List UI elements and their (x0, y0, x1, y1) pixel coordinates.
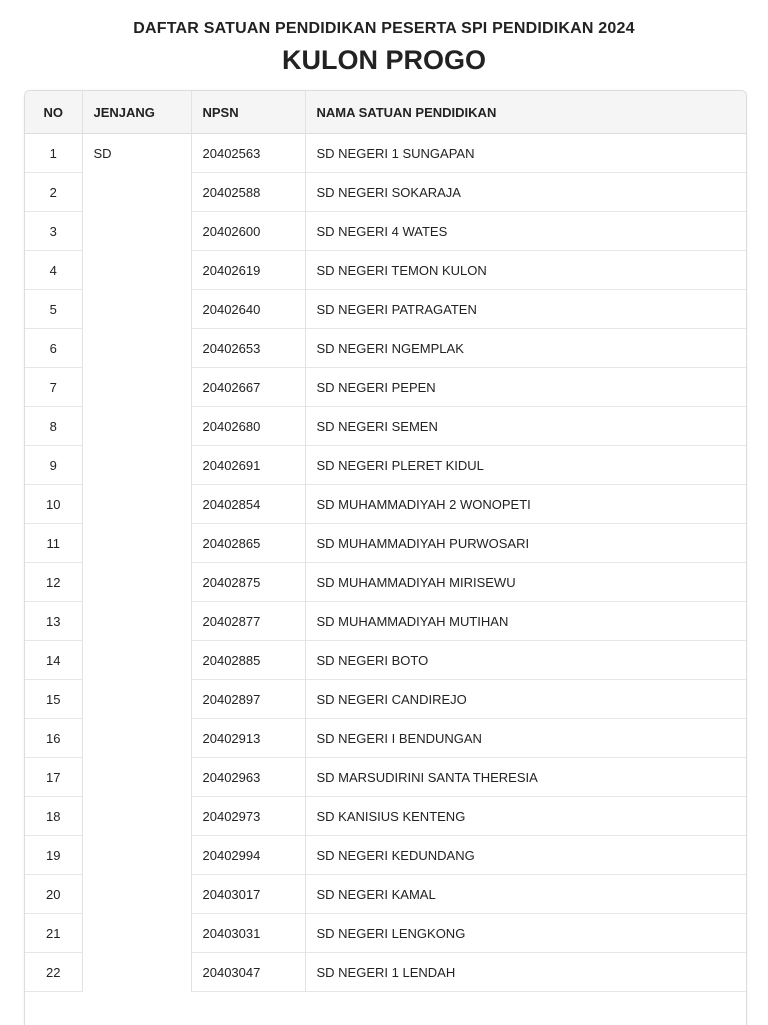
cell-npsn: 20402913 (191, 719, 305, 758)
cell-npsn: 20402680 (191, 407, 305, 446)
cell-npsn: 20402653 (191, 329, 305, 368)
cell-nama: SD MUHAMMADIYAH MIRISEWU (305, 563, 746, 602)
cell-nama: SD NEGERI KAMAL (305, 875, 746, 914)
table-header (25, 91, 746, 134)
cell-nama: SD NEGERI NGEMPLAK (305, 329, 746, 368)
cell-npsn: 20402897 (191, 680, 305, 719)
cell-nama: SD NEGERI LENGKONG (305, 914, 746, 953)
cell-no: 11 (25, 524, 82, 563)
document-header (0, 0, 768, 75)
cell-npsn: 20402973 (191, 797, 305, 836)
cell-npsn: 20403017 (191, 875, 305, 914)
document-subtitle: DAFTAR SATUAN PENDIDIKAN PESERTA SPI PENDIDIKAN 2024 (133, 20, 635, 37)
cell-npsn: 20402994 (191, 836, 305, 875)
cell-no: 15 (25, 680, 82, 719)
cell-nama: SD NEGERI 1 SUNGAPAN (305, 134, 746, 173)
cell-nama: SD NEGERI PATRAGATEN (305, 290, 746, 329)
cell-npsn: 20402877 (191, 602, 305, 641)
cell-no: 2 (25, 173, 82, 212)
cell-npsn: 20402563 (191, 134, 305, 173)
cell-nama: SD NEGERI KEDUNDANG (305, 836, 746, 875)
cell-no: 19 (25, 836, 82, 875)
cell-npsn: 20402588 (191, 173, 305, 212)
cell-nama: SD NEGERI BOTO (305, 641, 746, 680)
table-row (25, 134, 746, 173)
cell-no: 10 (25, 485, 82, 524)
column-header-nama: NAMA SATUAN PENDIDIKAN (305, 91, 746, 134)
cell-nama: SD KANISIUS KENTENG (305, 797, 746, 836)
cell-nama: SD NEGERI SEMEN (305, 407, 746, 446)
cell-npsn: 20402865 (191, 524, 305, 563)
cell-no: 9 (25, 446, 82, 485)
cell-npsn: 20402691 (191, 446, 305, 485)
cell-no: 18 (25, 797, 82, 836)
cell-npsn: 20403031 (191, 914, 305, 953)
table-body (25, 134, 746, 992)
cell-no: 16 (25, 719, 82, 758)
cell-no: 8 (25, 407, 82, 446)
cell-nama: SD MUHAMMADIYAH 2 WONOPETI (305, 485, 746, 524)
cell-nama: SD NEGERI 1 LENDAH (305, 953, 746, 992)
cell-nama: SD NEGERI 4 WATES (305, 212, 746, 251)
cell-no: 5 (25, 290, 82, 329)
table-header-row (25, 91, 746, 134)
cell-nama: SD MUHAMMADIYAH MUTIHAN (305, 602, 746, 641)
cell-nama: SD NEGERI CANDIREJO (305, 680, 746, 719)
cell-npsn: 20402854 (191, 485, 305, 524)
cell-no: 17 (25, 758, 82, 797)
cell-no: 21 (25, 914, 82, 953)
cell-no: 13 (25, 602, 82, 641)
cell-no: 3 (25, 212, 82, 251)
column-header-no: NO (25, 91, 82, 134)
document-title: KULON PROGO (281, 45, 486, 75)
cell-npsn: 20402885 (191, 641, 305, 680)
cell-nama: SD MUHAMMADIYAH PURWOSARI (305, 524, 746, 563)
cell-nama: SD NEGERI PEPEN (305, 368, 746, 407)
cell-no: 12 (25, 563, 82, 602)
cell-no: 22 (25, 953, 82, 992)
column-header-npsn: NPSN (191, 91, 305, 134)
cell-no: 20 (25, 875, 82, 914)
cell-no: 7 (25, 368, 82, 407)
cell-npsn: 20402640 (191, 290, 305, 329)
cell-no: 14 (25, 641, 82, 680)
cell-npsn: 20402600 (191, 212, 305, 251)
cell-npsn: 20402875 (191, 563, 305, 602)
cell-nama: SD MARSUDIRINI SANTA THERESIA (305, 758, 746, 797)
school-table-container (24, 90, 747, 1025)
cell-jenjang: SD (82, 134, 191, 992)
cell-npsn: 20402667 (191, 368, 305, 407)
cell-npsn: 20402619 (191, 251, 305, 290)
cell-no: 6 (25, 329, 82, 368)
column-header-jenjang: JENJANG (82, 91, 191, 134)
cell-npsn: 20402963 (191, 758, 305, 797)
cell-nama: SD NEGERI PLERET KIDUL (305, 446, 746, 485)
cell-nama: SD NEGERI TEMON KULON (305, 251, 746, 290)
cell-no: 1 (25, 134, 82, 173)
cell-nama: SD NEGERI SOKARAJA (305, 173, 746, 212)
cell-no: 4 (25, 251, 82, 290)
school-table (25, 91, 746, 992)
cell-nama: SD NEGERI I BENDUNGAN (305, 719, 746, 758)
cell-npsn: 20403047 (191, 953, 305, 992)
